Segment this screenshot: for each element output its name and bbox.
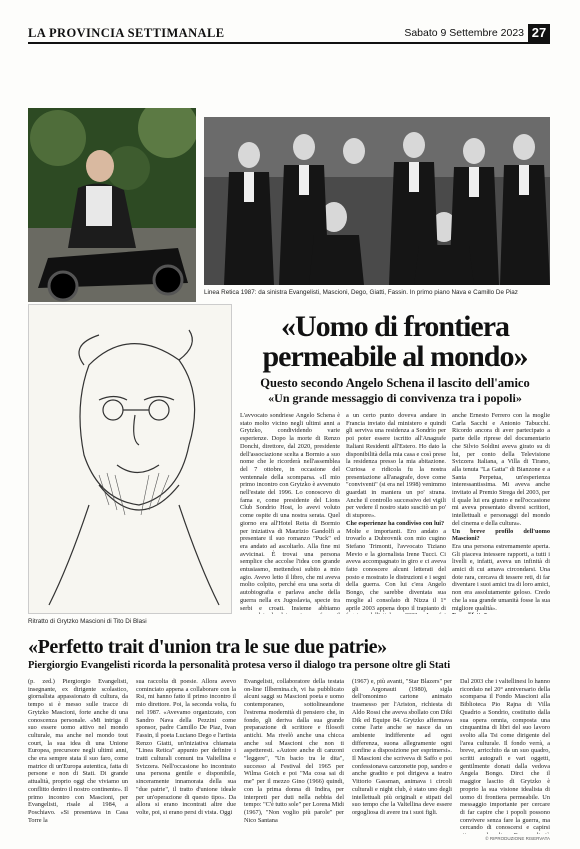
article1-question-2: Un breve profilo dell'uomo Mascioni? <box>452 527 550 543</box>
article1-column-2 <box>346 412 446 614</box>
issue-date: Sabato 9 Settembre 2023 <box>404 27 524 39</box>
portrait-sketch-graphic <box>29 305 231 613</box>
portrait-caption: Ritratto di Grytzko Mascioni di Tito Di Blasi <box>28 618 147 625</box>
article2-col5-text: Dal 2003 che i valtellinesi lo hanno ricordato nel 20° anniversario della scomparsa il Fondo Mascioni alla Biblioteca Pio Rajna di Villa Quadrio a Sondrio, costituito dalla sua opera omnia, composta una cinquantina di libri del suo lavoro svolto alla Tsi come dirigente del l'area culturale. Il fondo verrà, a breve, arricchito da un suo quadro, scritti autografi e vari oggetti, gentilmente donati dalla vedova Angela Bongo. Dirci che il maggior lascito di Grytzko è proprio la sua visione idealista di uomo di frontiera permeabile. Un messaggio importante per cercare di far capire che i popoli possono convivere senza fare la guerra, ma cercando di conoscersi e capirsi <box>460 678 550 832</box>
article1-column-1 <box>240 412 340 614</box>
article2-col3-text: Evangelisti, collaboratore della testata on-line Illbernina.ch, vi ha pubblicato alcuni saggi su Mascioni poeta e uomo contemporaneo, sottolineandone l'estrema modernità di pensiero che, in fondo, gli deriva dalla sua grande preparazione di scrittore e filosofi antichi. Ma rivelò anche una chicca anche sul Mascioni che non ti aspetteresti. «Autore anche di canzoni "leggere", "Un bacio tra le dita", successo al Festival del 1965 per Wilma Goich e poi "Ma cosa sai di me" per il mezzo Gino (1966) quindi, con la prima donna di Indira, per interpreti per duti nella nebbia del tempo: "C'è tutto sole" per Lorena Midi (1967), "Non voglio più parole" per Nico Santana <box>244 678 344 824</box>
article2-col2-text: sua raccolta di poesie. Allora avevo cominciato appena a collaborare con la Rsi, mi hanno fatto il primo incontro il mio direttore. Poi, la seconda volta, fu nel 1987. «Avevamo organizzato, con Sandro Nava della Pezzini come sponsor, padre Camillo De Piaz, Ivan Fassin, il poeta Luciano Dego e l'artista Renzo Giatti, un'iniziativa chiamata "Linea Retica" appunto per definire i tratti culturali comuni tra Valtellina e Svizzera. Nell'occasione ho incontrato una persona gentile e disponibile, sinceramente innamorata della sua "due patrie", il tratto d'unione ideale per un'operazione di questo tipo». Da allora si erano incontrati altre due volte, poi, si erano persi di vista. Oggi <box>136 678 236 816</box>
article1-column-3 <box>452 412 550 614</box>
page-number: 27 <box>528 24 550 42</box>
article1-col2-text-b: Molte e importanti. Ero andato a trovarlo a Dubrovnik con mio cugino Stefano Trimonti, l'avvocato Tiziano Mevio e la giornalista Irene Tucci. Ci aveva accompagnato in giro e ci aveva fatto conoscere alcuni letterati del posto e mostrato le distruzioni e i segni della guerra. Con lui c'era Angelo Bongo, che sarebbe diventata sua moglie al consolato di Nizza il 1° aprile 2003 appena dopo il trapianto di <box>346 527 446 612</box>
masthead <box>28 24 550 44</box>
motorbike-photo-graphic <box>28 108 196 302</box>
portrait-sketch <box>28 304 232 614</box>
group-photo-graphic <box>204 117 550 285</box>
photo-man-on-motorbike <box>28 108 196 302</box>
article1-question-3 <box>452 612 550 614</box>
article1-col1-text: L'avvocato sondriese Angelo Schena è stato molto vicino negli ultimi anni a Grytzko, condividendo varie esperienze. Dopo la morte di Renzo Donchi, direttore, dal 2020, presidente dell'associazione scelta a Bormio a suo nome che le ricorderà nell'assemblea del 7 ottobre, in occasione del ventennale della scomparsa. «Il mio primo incontro con Grytzko è avvenuto nell'estate del 1996. Lo conoscevo di fama e, come presidente del Lions Club Sondrio Host, lo avevi voluto come ospite di una nostra serata. Quel giorno era all'Hotel Reita di Bormio per iniziativa di Maurizio Gandolfi a presentare il suo romanzo "Puck" ed era andato ad ascoltarlo. Alla fine mi avvicinai. È trovai una persona semplice che accolse l'idea con grande entusiasmo, mettendosi subito a mio agio. Avevo letto il libro, che mi aveva molto colpito, perché era una sorta di autobiografia e parlava anche della guerra nella ex Jugoslavia, specie tra serbi e croati. Insieme abbiamo <box>240 412 340 612</box>
article1-subtitle: Questo secondo Angelo Schena il lascito dell'amico <box>260 376 530 390</box>
article2-column-5 <box>460 678 550 834</box>
group-photo-caption: Linea Retica 1987: da sinistra Evangelisti, Mascioni, Dego, Giatti, Fassin. In primo piano Nava e Camillo De Piaz <box>204 289 518 296</box>
article2-column-1 <box>28 678 128 834</box>
article2-column-2 <box>136 678 236 834</box>
article1-col3-text-b: Era una persona estremamente aperta. Gli piaceva intessere rapporti, a tutti i livelli e, infatti, aveva un infinità di amici di cui amava circondarsi. Una dote rara, cercava di tessere reti, di far diventare i suoi amici tra di loro amici, non era assolutamente geloso. Credo che la sua grande umanità fosse la sua migliore qualità». <box>452 542 550 612</box>
copyright-notice: © RIPRODUZIONE RISERVATA <box>485 836 550 841</box>
article2-column-4 <box>352 678 452 834</box>
article2-headline: «Perfetto trait d'union tra le sue due patrie» <box>28 636 387 658</box>
article1-col3-text: anche Ernesto Ferrero con la moglie Carla Sacchi e Antonio Tabucchi. Ricordo ancora di aver partecipato a parte delle riprese del documentario che Silvio Soldini aveva girato su di lui, per conto della Televisione Svizzera Italiana, a Villa di Tirano, alla tenuta "La Gatta" di Bianzone e a Santa Perpetua, un'esperienza interessantissima. Mi aveva anche invitato al Premio Strega del 2003, per il quale lui era giunto e nell'occasione mi aveva presentato diversi scrittori, intellettuali e personaggi del mondo del cinema e della cultura». <box>452 412 550 527</box>
article2-column-3 <box>244 678 344 834</box>
article1-question-1: Che esperienze ha condiviso con lui? <box>346 519 445 527</box>
article2-subtitle: Piergiorgio Evangelisti ricorda la personalità protesa verso il dialogo tra persone oltre gli Stati <box>28 660 451 671</box>
newspaper-name: LA PROVINCIA SETTIMANALE <box>28 26 225 40</box>
article2-col4-text: (1967) e, più avanti, "Star Blazers" per gli Argonauti (1980), sigla dell'omonimo cartone animato trasmesso per l'Ariston, richiesta di Aldo Rossi che aveva sbollato con Diki Dik ed Equipe 84. Grytzko affermava come l'arte anche se nasce da un ambiente indifferente ad ogni differenza, suona allegramente ogni confine a disposizione per esprimersi». Il Mascioni che scriveva di Saffo e poi confessionava canzonette pop, sandro e anche gradito e poi dirigeva a teatro Vittorio Gassman, animava i circoli culturali e night club, è stato uno degli intellettuali più originali e stipati del suo tempo che la Valtellina deve essere orgogliosa di avere tra i suoi figli. <box>352 678 452 816</box>
article1-col2-text: a un certo punto doveva andare in Francia inviato dal ministero e quindi gli serviva una residenza a Sondrio per poi poter essere iscritto all'Anagrafe Italiani Residenti all'Estero. Ho dato la disponibilità della mia casa e così prese la residenza presso la mia abitazione. Curiosa e ridicola fu la nostra presentazione all'anagrafe, dove come "conviventi" (si era nel 1998) venimmo guardati in maniera un po' strana. Anche il controllo successivo dei vigili per vedere il nostro stato suscitò un po' di stupore». <box>346 412 446 520</box>
article1-kicker: «Un grande messaggio di convivenza tra i popoli» <box>268 391 522 405</box>
article1-headline: «Uomo di frontiera permeabile al mondo» <box>262 310 528 373</box>
article2-col1-text: (p. zed.) Piergiorgio Evangelisti, insegnante, ex dirigente scolastico, giornalista appassionato di cultura, da tempo si è messo sulle tracce di Grytzko Mascioni, forte anche di una conoscenza personale. «Mi intriga il suo essere uomo attivo nel mondo culturale, ma anche nel mondo tout court, la sua idea di una Unione Europea, precursore negli ultimi anni, che era sempre stata il suo faro, come matrice di un'Europa autentica, fatta di persone e non di Stati. Di grande attualità, proprio oggi che viviamo un conflitto dentro il nostro continente». Il primo incontro con Mascioni, per Evangelisti, risale al 1984, a Poschiavo. «Si presentava in Casa Torre la <box>28 678 128 824</box>
photo-group-linea-retica <box>204 117 550 285</box>
